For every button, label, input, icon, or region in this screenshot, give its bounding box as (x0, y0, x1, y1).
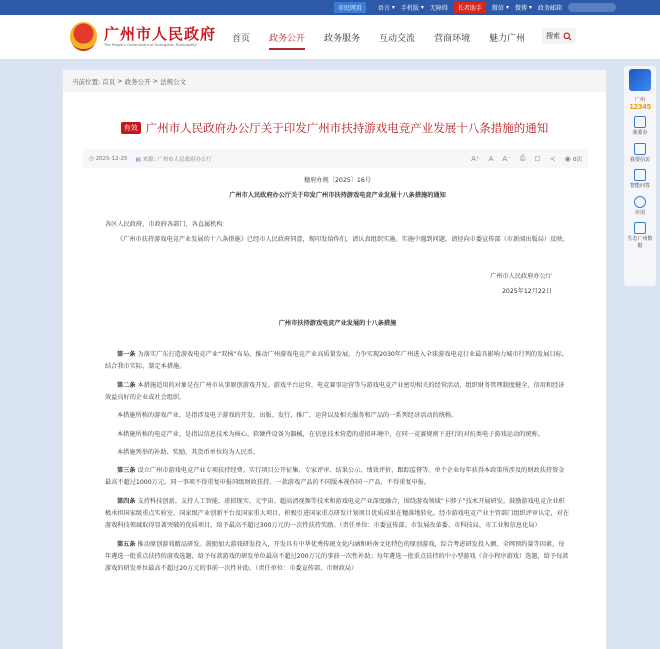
doc-number: 穗府办规〔2025〕16号 (304, 177, 371, 184)
content-panel (62, 69, 607, 649)
status-badge: 有效 (121, 122, 141, 134)
article-source: ▤ 来源: 广州市人民政府办公厅 (135, 156, 213, 163)
clause-4: 第四条 支持科技创新。支持人工智能、虚拟现实、元宇宙、超高清视频等技术和游戏电竞产业深度融合，围绕游戏领域“卡脖子”技术开展研发。鼓励游戏电竞企业积极承担国家级重点实验室、国家级产业创新平台及国家重大项目，积极引进国家重点研发计划项目优质成果在穗落地转化。经市游戏电竞产业主管部门组织评审认定，对在游戏科技领域取得显著突破的优质项目，给予最高不超过300万元的一次性扶持奖励。（责任单位：市委宣传部、市发展改革委、市科技局、市工业和信息化局） (105, 497, 570, 530)
signature: 广州市人民政府办公厅 (490, 273, 552, 281)
apps-grid-icon (634, 196, 646, 208)
clock-icon: ◷ (89, 155, 96, 162)
article-body (105, 175, 570, 576)
addressee: 各区人民政府，市政府各部门、各直属机构： (105, 220, 229, 228)
font-default-button[interactable]: A (488, 154, 494, 163)
intro-paragraph: 《广州市扶持游戏电竞产业发展的十八条措施》已经市人民政府同意，现印发给你们，请认真组织实施。实施中遇到问题，请径向市委宣传部（市新闻出版局）反映。 (117, 235, 569, 243)
edit-icon (634, 116, 646, 128)
clause-3: 第三条 设立广州市游戏电竞产业专项扶持经费。实行项目公开征集、专家评审、结果公示、绩效评价、跟踪监督等。单个企业每年获得本政策所涉及的财政扶持资金最高不超过1000万元。同一事项不得重复申报同级财政扶持。一款游戏产品的不同版本视作同一产品，不得重复申报。 (105, 467, 565, 487)
mobile-link[interactable]: 手机版 ▾ (400, 4, 424, 12)
nav-gov-affairs[interactable]: 政务公开 (269, 15, 305, 59)
weibo-link[interactable]: 微博 ▾ (514, 4, 532, 12)
breadcrumb-home[interactable]: 首页 (102, 77, 116, 86)
clause-2-currency: 本措施列举的补助、奖励，其货币单位均为人民币。 (117, 448, 260, 456)
sidebar-item-petition[interactable]: 我要信访 (630, 143, 650, 164)
share-icon[interactable]: ≺ (549, 154, 556, 163)
measures-heading: 广州市扶持游戏电竞产业发展的十八条措施 (278, 319, 397, 327)
app-qr-icon[interactable] (629, 69, 651, 91)
sidebar-item-i-want-to-do[interactable]: 我要办 (632, 116, 647, 137)
elder-assistant-link[interactable]: 长者助手 (454, 2, 486, 13)
search-button[interactable] (542, 28, 576, 44)
citizen-page-link[interactable]: 市民网页 (334, 2, 366, 13)
sign-date: 2025年12月22日 (501, 288, 552, 296)
accessibility-link[interactable]: 无障碍 (429, 5, 448, 12)
nav-gov-services[interactable]: 政务服务 (324, 33, 361, 44)
clause-2-esports-def: 本措施所称的电竞产业，是指以信息技术为核心、软硬件设备为器械，在信息技术营造的虚拟环境中，在同一竞赛规则下进行的对抗类电子游戏运动的统称。 (117, 430, 544, 438)
print-icon[interactable]: ⎙ (519, 154, 526, 162)
gov-mail-link[interactable]: 政务邮箱 (537, 5, 562, 12)
publish-date: ◷ 2025-12-25 (89, 155, 128, 162)
clause-2: 第二条 本措施适用的对象是在广州市从事原创游戏开发、游戏平台运营、电竞赛事运营等与游戏电竞产业密切相关的经营活动，组织财务管理制度健全、信用和经济效益良好的企业或社会组织。 (105, 381, 565, 401)
breadcrumb-label: 当前位置: (72, 77, 101, 86)
main-nav (232, 15, 544, 59)
eye-icon: ◉ (564, 154, 571, 163)
chevron-down-icon: ▾ (505, 4, 509, 11)
language-link[interactable]: 语言 ▾ (377, 4, 395, 12)
article-meta-bar (83, 149, 588, 168)
nav-interaction[interactable]: 互动交流 (379, 33, 416, 44)
breadcrumb (63, 70, 606, 92)
doc-heading: 广州市人民政府办公厅关于印发广州市扶持游戏电竞产业发展十八条措施的通知 (229, 192, 446, 200)
font-increase-button[interactable]: A⁺ (471, 154, 480, 163)
font-decrease-button[interactable]: A⁻ (502, 154, 511, 163)
nav-business-env[interactable]: 营商环境 (434, 33, 471, 44)
nav-charm-guangzhou[interactable]: 魅力广州 (489, 33, 526, 44)
search-label: 搜索 (546, 32, 560, 40)
document-icon: ▤ (135, 156, 143, 163)
site-title[interactable]: 广州市人民政府 (104, 25, 217, 43)
view-count: ◉ 0次 (564, 154, 582, 163)
site-header (0, 15, 660, 59)
breadcrumb-regulations[interactable]: 法规公文 (160, 77, 187, 86)
floating-sidebar (624, 66, 656, 286)
clause-5: 第五条 推动原创游戏精品研发。鼓励加大游戏研发投入，开发具有中华优秀传统文化内涵和岭南文化特色的原创游戏，综合考虑研发投入额、全网预约量等因素，每年遴选一批重点扶持的游戏选题，给予每款游戏的研发单位最高不超过200万元的事前一次性补助；每年遴选一批重点扶持的中小型游戏（含小程序游戏）选题，给予每款游戏的研发单位最高不超过20万元的事前一次性补助。（责任单位：市委宣传部、市财政局） (105, 540, 569, 573)
clause-1: 第一条 为落实广东打造游戏电竞产业“双核”布局，推动广州游戏电竞产业高质量发展，力争实现2030年广州进入全球游戏电竞行业最具影响力城市行列的发展目标，结合我市实际，制定本措施。 (105, 351, 569, 371)
clause-2-game-def: 本措施所称的游戏产业，是指涉及电子游戏的开发、出版、发行、推广、运营以及相关服务和产品的一系列经济活动的统称。 (117, 412, 458, 420)
robot-icon (634, 169, 646, 181)
article-title-row (63, 120, 606, 136)
wechat-link[interactable]: 微信 ▾ (491, 4, 509, 12)
hotline-12345[interactable]: 广州 12345 (629, 97, 651, 111)
breadcrumb-sep: > (117, 77, 123, 85)
bookmark-icon[interactable]: ☐ (534, 154, 541, 163)
site-subtitle: The People's Government of Guangzhou Municipality (104, 43, 197, 47)
chart-icon (634, 222, 646, 234)
search-icon (563, 32, 572, 41)
breadcrumb-sep: > (152, 77, 159, 85)
national-emblem-logo[interactable] (70, 22, 97, 51)
chevron-down-icon: ▾ (391, 4, 395, 11)
top-search-input[interactable] (568, 3, 616, 12)
sidebar-item-apps[interactable]: 应用 (634, 196, 646, 217)
sidebar-item-eco-data[interactable]: 生态广州数据 (627, 222, 653, 249)
sidebar-item-smart-qa[interactable]: 智能问答 (630, 169, 650, 190)
article-title: 广州市人民政府办公厅关于印发广州市扶持游戏电竞产业发展十八条措施的通知 (145, 121, 549, 135)
chevron-down-icon: ▾ (528, 4, 532, 11)
mail-icon (634, 143, 646, 155)
breadcrumb-gov-affairs[interactable]: 政务公开 (124, 77, 151, 86)
chevron-down-icon: ▾ (420, 4, 424, 11)
top-utility-bar (0, 0, 660, 15)
nav-home[interactable]: 首页 (232, 33, 251, 44)
